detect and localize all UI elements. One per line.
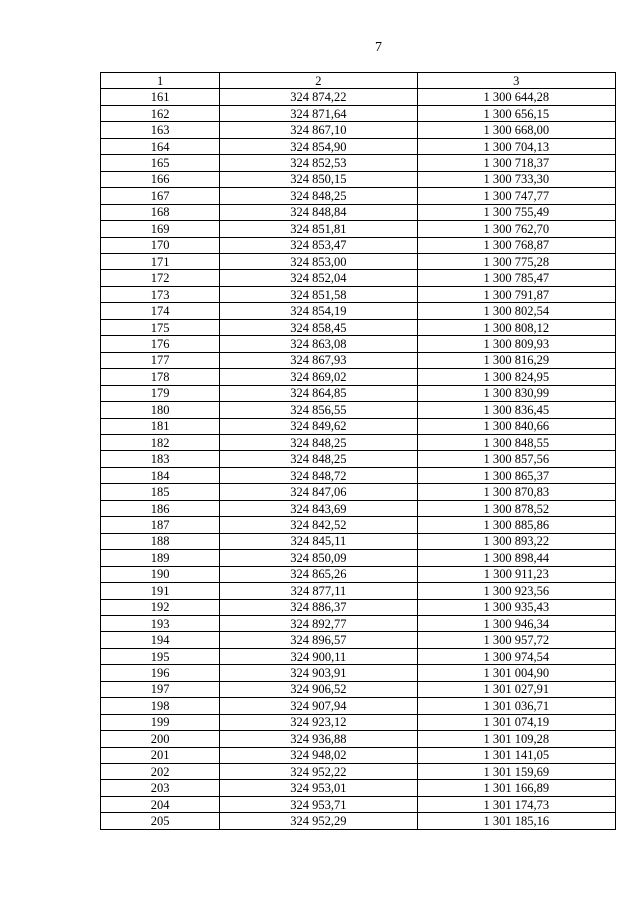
- table-row: [101, 500, 616, 516]
- y-coordinate-cell: 1 300 893,22: [417, 533, 615, 549]
- y-coordinate-cell: 1 301 166,89: [417, 780, 615, 796]
- x-coordinate-cell: 324 948,02: [220, 747, 417, 763]
- point-number-cell: 200: [101, 731, 220, 747]
- x-coordinate-cell: 324 864,85: [220, 385, 417, 401]
- point-number-cell: 194: [101, 632, 220, 648]
- point-number-cell: 174: [101, 303, 220, 319]
- point-number-cell: 172: [101, 270, 220, 286]
- y-coordinate-cell: 1 301 159,69: [417, 764, 615, 780]
- table-row: [101, 615, 616, 631]
- table-row: [101, 105, 616, 121]
- x-coordinate-cell: 324 848,25: [220, 451, 417, 467]
- x-coordinate-cell: 324 852,53: [220, 155, 417, 171]
- x-coordinate-cell: 324 845,11: [220, 533, 417, 549]
- y-coordinate-cell: 1 300 830,99: [417, 385, 615, 401]
- table-row: [101, 204, 616, 220]
- table-row: [101, 764, 616, 780]
- point-number-cell: 184: [101, 467, 220, 483]
- point-number-cell: 163: [101, 122, 220, 138]
- table-row: [101, 780, 616, 796]
- y-coordinate-cell: 1 301 185,16: [417, 813, 615, 829]
- point-number-cell: 166: [101, 171, 220, 187]
- point-number-cell: 173: [101, 286, 220, 302]
- x-coordinate-cell: 324 842,52: [220, 517, 417, 533]
- point-number-cell: 189: [101, 550, 220, 566]
- x-coordinate-cell: 324 848,25: [220, 434, 417, 450]
- x-coordinate-cell: 324 854,19: [220, 303, 417, 319]
- point-number-cell: 179: [101, 385, 220, 401]
- point-number-cell: 187: [101, 517, 220, 533]
- y-coordinate-cell: 1 301 036,71: [417, 698, 615, 714]
- table-row: [101, 418, 616, 434]
- point-number-cell: 188: [101, 533, 220, 549]
- x-coordinate-cell: 324 903,91: [220, 665, 417, 681]
- point-number-cell: 171: [101, 253, 220, 269]
- table-row: [101, 665, 616, 681]
- table-row: [101, 319, 616, 335]
- y-coordinate-cell: 1 301 074,19: [417, 714, 615, 730]
- point-number-cell: 203: [101, 780, 220, 796]
- x-coordinate-cell: 324 869,02: [220, 369, 417, 385]
- x-coordinate-cell: 324 853,47: [220, 237, 417, 253]
- table-row: [101, 434, 616, 450]
- table-row: [101, 89, 616, 105]
- x-coordinate-cell: 324 854,90: [220, 138, 417, 154]
- y-coordinate-cell: 1 300 957,72: [417, 632, 615, 648]
- point-number-cell: 201: [101, 747, 220, 763]
- y-coordinate-cell: 1 300 656,15: [417, 105, 615, 121]
- y-coordinate-cell: 1 300 668,00: [417, 122, 615, 138]
- x-coordinate-cell: 324 896,57: [220, 632, 417, 648]
- table-row: [101, 138, 616, 154]
- y-coordinate-cell: 1 300 898,44: [417, 550, 615, 566]
- x-coordinate-cell: 324 853,00: [220, 253, 417, 269]
- x-coordinate-cell: 324 892,77: [220, 615, 417, 631]
- x-coordinate-cell: 324 906,52: [220, 681, 417, 697]
- y-coordinate-cell: 1 300 870,83: [417, 484, 615, 500]
- x-coordinate-cell: 324 952,22: [220, 764, 417, 780]
- point-number-cell: 205: [101, 813, 220, 829]
- y-coordinate-cell: 1 300 775,28: [417, 253, 615, 269]
- y-coordinate-cell: 1 300 785,47: [417, 270, 615, 286]
- y-coordinate-cell: 1 300 857,56: [417, 451, 615, 467]
- table-row: [101, 155, 616, 171]
- table-row: [101, 336, 616, 352]
- table-row: [101, 171, 616, 187]
- y-coordinate-cell: 1 300 733,30: [417, 171, 615, 187]
- x-coordinate-cell: 324 900,11: [220, 648, 417, 664]
- table-row: [101, 270, 616, 286]
- point-number-cell: 204: [101, 796, 220, 812]
- x-coordinate-cell: 324 886,37: [220, 599, 417, 615]
- point-number-cell: 183: [101, 451, 220, 467]
- y-coordinate-cell: 1 300 885,86: [417, 517, 615, 533]
- point-number-cell: 169: [101, 221, 220, 237]
- y-coordinate-cell: 1 300 946,34: [417, 615, 615, 631]
- y-coordinate-cell: 1 300 755,49: [417, 204, 615, 220]
- point-number-cell: 185: [101, 484, 220, 500]
- page-number: 7: [375, 40, 382, 55]
- point-number-cell: 181: [101, 418, 220, 434]
- table-row: [101, 122, 616, 138]
- y-coordinate-cell: 1 301 004,90: [417, 665, 615, 681]
- y-coordinate-cell: 1 300 802,54: [417, 303, 615, 319]
- table-row: [101, 550, 616, 566]
- y-coordinate-cell: 1 300 762,70: [417, 221, 615, 237]
- y-coordinate-cell: 1 300 848,55: [417, 434, 615, 450]
- table-row: [101, 188, 616, 204]
- coordinates-table: [100, 72, 616, 830]
- y-coordinate-cell: 1 300 974,54: [417, 648, 615, 664]
- x-coordinate-cell: 324 852,04: [220, 270, 417, 286]
- y-coordinate-cell: 1 300 836,45: [417, 402, 615, 418]
- point-number-cell: 197: [101, 681, 220, 697]
- x-coordinate-cell: 324 867,93: [220, 352, 417, 368]
- x-coordinate-cell: 324 849,62: [220, 418, 417, 434]
- table-row: [101, 451, 616, 467]
- y-coordinate-cell: 1 300 718,37: [417, 155, 615, 171]
- y-coordinate-cell: 1 300 791,87: [417, 286, 615, 302]
- table-row: [101, 221, 616, 237]
- y-coordinate-cell: 1 300 865,37: [417, 467, 615, 483]
- table-header-row: [101, 73, 616, 89]
- x-coordinate-cell: 324 856,55: [220, 402, 417, 418]
- x-coordinate-cell: 324 850,15: [220, 171, 417, 187]
- y-coordinate-cell: 1 300 704,13: [417, 138, 615, 154]
- point-number-cell: 186: [101, 500, 220, 516]
- table-row: [101, 484, 616, 500]
- table-row: [101, 385, 616, 401]
- x-coordinate-cell: 324 936,88: [220, 731, 417, 747]
- x-coordinate-cell: 324 858,45: [220, 319, 417, 335]
- y-coordinate-cell: 1 300 878,52: [417, 500, 615, 516]
- table-row: [101, 286, 616, 302]
- x-coordinate-cell: 324 850,09: [220, 550, 417, 566]
- point-number-cell: 168: [101, 204, 220, 220]
- table-body: [101, 73, 616, 830]
- table-row: [101, 747, 616, 763]
- x-coordinate-cell: 324 952,29: [220, 813, 417, 829]
- x-coordinate-cell: 324 863,08: [220, 336, 417, 352]
- table-row: [101, 253, 616, 269]
- x-coordinate-cell: 324 871,64: [220, 105, 417, 121]
- x-coordinate-cell: 324 843,69: [220, 500, 417, 516]
- x-coordinate-cell: 324 851,58: [220, 286, 417, 302]
- y-coordinate-cell: 1 301 109,28: [417, 731, 615, 747]
- x-coordinate-cell: 324 923,12: [220, 714, 417, 730]
- point-number-cell: 191: [101, 583, 220, 599]
- y-coordinate-cell: 1 300 935,43: [417, 599, 615, 615]
- table-row: [101, 648, 616, 664]
- point-number-cell: 196: [101, 665, 220, 681]
- point-number-cell: 167: [101, 188, 220, 204]
- point-number-cell: 192: [101, 599, 220, 615]
- y-coordinate-cell: 1 300 644,28: [417, 89, 615, 105]
- table-row: [101, 402, 616, 418]
- table-row: [101, 467, 616, 483]
- table-row: [101, 731, 616, 747]
- table-row: [101, 599, 616, 615]
- y-coordinate-cell: 1 300 747,77: [417, 188, 615, 204]
- header-cell-y-coordinate: 3: [417, 73, 615, 89]
- point-number-cell: 176: [101, 336, 220, 352]
- y-coordinate-cell: 1 300 824,95: [417, 369, 615, 385]
- table-row: [101, 583, 616, 599]
- table-row: [101, 303, 616, 319]
- y-coordinate-cell: 1 300 923,56: [417, 583, 615, 599]
- table-row: [101, 369, 616, 385]
- table-row: [101, 714, 616, 730]
- point-number-cell: 175: [101, 319, 220, 335]
- y-coordinate-cell: 1 301 027,91: [417, 681, 615, 697]
- x-coordinate-cell: 324 877,11: [220, 583, 417, 599]
- x-coordinate-cell: 324 953,71: [220, 796, 417, 812]
- header-cell-x-coordinate: 2: [220, 73, 417, 89]
- x-coordinate-cell: 324 865,26: [220, 566, 417, 582]
- point-number-cell: 182: [101, 434, 220, 450]
- table-row: [101, 632, 616, 648]
- y-coordinate-cell: 1 300 809,93: [417, 336, 615, 352]
- point-number-cell: 202: [101, 764, 220, 780]
- y-coordinate-cell: 1 301 141,05: [417, 747, 615, 763]
- table-row: [101, 796, 616, 812]
- header-cell-point-number: 1: [101, 73, 220, 89]
- x-coordinate-cell: 324 848,25: [220, 188, 417, 204]
- x-coordinate-cell: 324 847,06: [220, 484, 417, 500]
- y-coordinate-cell: 1 301 174,73: [417, 796, 615, 812]
- point-number-cell: 170: [101, 237, 220, 253]
- point-number-cell: 198: [101, 698, 220, 714]
- table-row: [101, 813, 616, 829]
- x-coordinate-cell: 324 848,72: [220, 467, 417, 483]
- x-coordinate-cell: 324 867,10: [220, 122, 417, 138]
- y-coordinate-cell: 1 300 808,12: [417, 319, 615, 335]
- point-number-cell: 161: [101, 89, 220, 105]
- table-row: [101, 517, 616, 533]
- x-coordinate-cell: 324 851,81: [220, 221, 417, 237]
- table-row: [101, 533, 616, 549]
- point-number-cell: 178: [101, 369, 220, 385]
- point-number-cell: 180: [101, 402, 220, 418]
- y-coordinate-cell: 1 300 911,23: [417, 566, 615, 582]
- point-number-cell: 195: [101, 648, 220, 664]
- point-number-cell: 177: [101, 352, 220, 368]
- point-number-cell: 199: [101, 714, 220, 730]
- x-coordinate-cell: 324 874,22: [220, 89, 417, 105]
- table-row: [101, 352, 616, 368]
- table-row: [101, 237, 616, 253]
- y-coordinate-cell: 1 300 768,87: [417, 237, 615, 253]
- point-number-cell: 193: [101, 615, 220, 631]
- point-number-cell: 190: [101, 566, 220, 582]
- point-number-cell: 165: [101, 155, 220, 171]
- point-number-cell: 162: [101, 105, 220, 121]
- x-coordinate-cell: 324 848,84: [220, 204, 417, 220]
- y-coordinate-cell: 1 300 840,66: [417, 418, 615, 434]
- table-row: [101, 681, 616, 697]
- y-coordinate-cell: 1 300 816,29: [417, 352, 615, 368]
- table-row: [101, 698, 616, 714]
- x-coordinate-cell: 324 907,94: [220, 698, 417, 714]
- x-coordinate-cell: 324 953,01: [220, 780, 417, 796]
- table-row: [101, 566, 616, 582]
- point-number-cell: 164: [101, 138, 220, 154]
